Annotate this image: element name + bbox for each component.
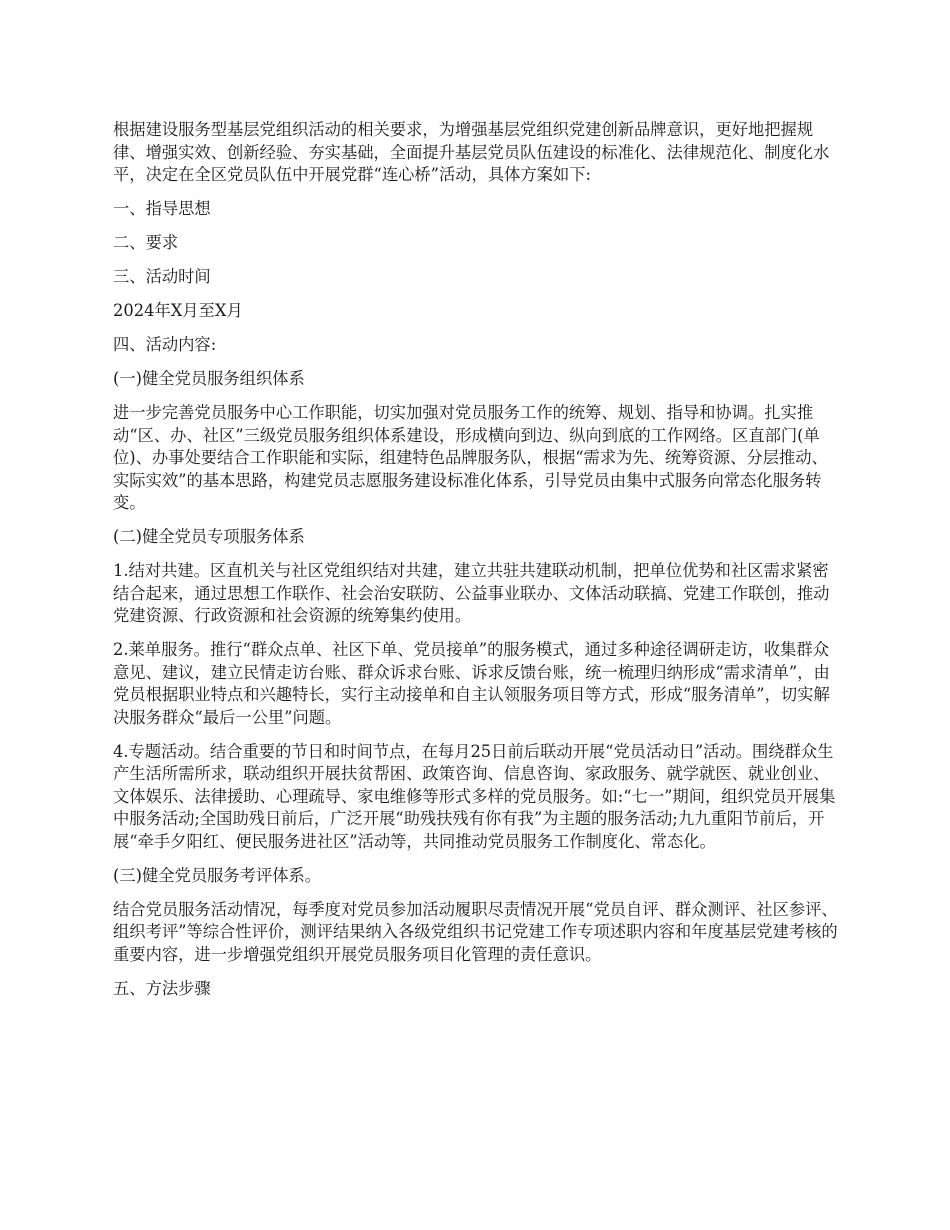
section-heading-guiding-ideology: 一、指导思想 bbox=[113, 199, 211, 218]
section-heading-activity-time: 三、活动时间 bbox=[113, 267, 211, 286]
subheading-evaluation-system: (三)健全党员服务考评体系。 bbox=[113, 865, 322, 885]
section-heading-requirements: 二、要求 bbox=[113, 233, 179, 252]
paragraph-pairing-construction: 1.结对共建。区直机关与社区党组织结对共建，建立共驻共建联动机制，把单位优势和社区需求紧密结合起来，通过思想工作联作、社会治安联防、公益事业联办、文体活动联搞、党建工作联创，推动党建资源、行政资源和社会资源的统筹集约使用。 bbox=[113, 561, 830, 625]
paragraph-evaluation: 结合党员服务活动情况，每季度对党员参加活动履职尽责情况开展“党员自评、群众测评、社区参评、组织考评”等综合性评价，测评结果纳入各级党组织书记党建工作专项述职内容和年度基层党建考核的重要内容，进一步增强党组织开展党员服务项目化管理的责任意识。 bbox=[113, 899, 838, 964]
subheading-service-organization: (一)健全党员服务组织体系 bbox=[113, 369, 305, 388]
paragraph-service-organization: 进一步完善党员服务中心工作职能，切实加强对党员服务工作的统筹、规划、指导和协调。扎实推动“区、办、社区”三级党员服务组织体系建设，形成横向到边、纵向到底的工作网络。区直部门(单位)、办事处要结合工作职能和实际，组建特色品牌服务队，根据“需求为先、统筹资源、分层推动、实际实效”的基本思路，构建党员志愿服务建设标准化体系，引导党员由集中式服务向常态化服务转变。 bbox=[113, 403, 828, 512]
activity-time-text: 2024年X月至X月 bbox=[113, 301, 243, 320]
paragraph-themed-activities: 4.专题活动。结合重要的节日和时间节点，在每月25日前后联动开展“党员活动日”活动。围绕群众生产生活所需所求，联动组织开展扶贫帮困、政策咨询、信息咨询、家政服务、就学就医、就业创业、文体娱乐、法律援助、心理疏导、家电维修等形式多样的党员服务。如:“七一”期间，组织党员开展集中服务活动;全国助残日前后，广泛开展“助残扶残有你有我”为主题的服务活动;九九重阳节前后，开展“牵手夕阳红、便民服务进社区”活动等，共同推动党员服务工作制度化、常态化。 bbox=[113, 741, 836, 851]
subheading-special-service: (二)健全党员专项服务体系 bbox=[113, 527, 305, 546]
section-heading-method-steps: 五、方法步骤 bbox=[113, 978, 211, 998]
intro-paragraph: 根据建设服务型基层党组织活动的相关要求，为增强基层党组织党建创新品牌意识，更好地把握规律、增强实效、创新经验、夯实基础，全面提升基层党员队伍建设的标准化、法律规范化、制度化水平，决定在全区党员队伍中开展党群“连心桥”活动，具体方案如下: bbox=[113, 120, 830, 184]
paragraph-menu-service: 2.莱单服务。推行“群众点单、社区下单、党员接单”的服务模式，通过多种途径调研走访，收集群众意见、建议，建立民情走访台账、群众诉求台账、诉求反馈台账，统一梳理归纳形成“需求清单”，由党员根据职业特点和兴趣特长，实行主动接单和自主认领服务项目等方式，形成“服务清单”，切实解决服务群众“最后一公里”问题。 bbox=[113, 640, 830, 727]
section-heading-activity-content: 四、活动内容: bbox=[113, 335, 217, 354]
